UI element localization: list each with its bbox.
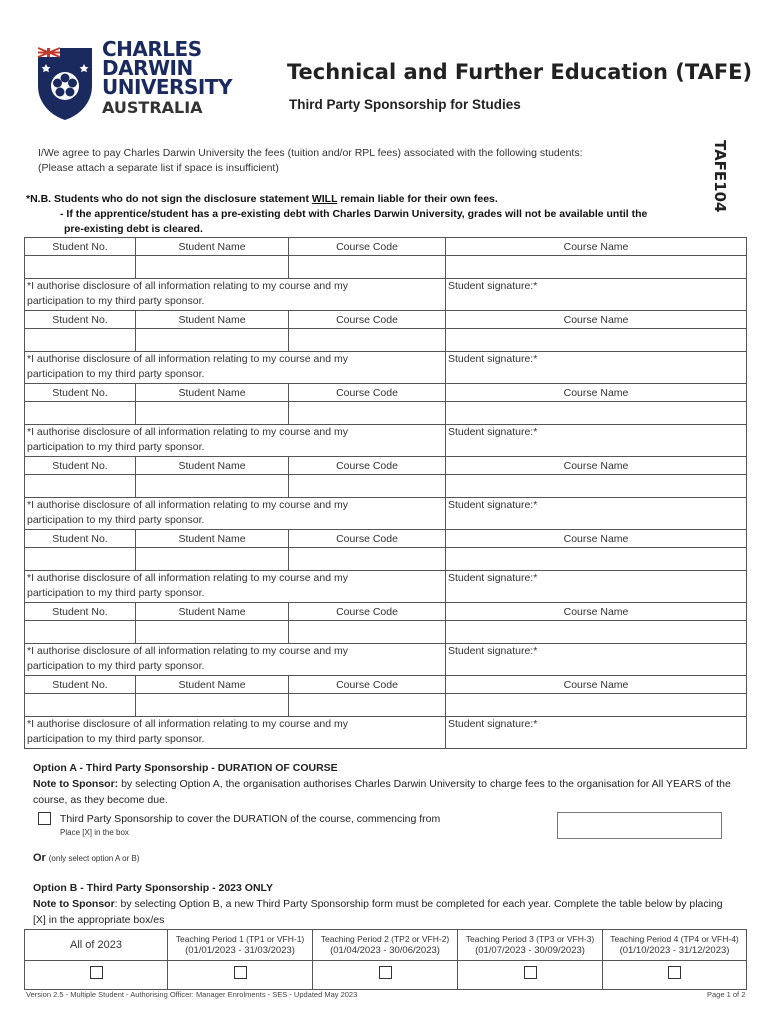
course-name-field[interactable] — [446, 694, 747, 717]
student-entry-row — [25, 256, 747, 279]
disclosure-text: *I authorise disclosure of all information relating to my course and my participation to my third party sponsor. — [27, 353, 348, 380]
footer-page-number: Page 1 of 2 — [707, 990, 746, 999]
teaching-period-4 — [603, 930, 747, 961]
disclosure-row — [25, 498, 747, 530]
teaching-period-table — [24, 929, 747, 990]
column-header: Course Name — [446, 676, 747, 694]
signature-label: Student signature:* — [448, 280, 538, 292]
course-name-field[interactable] — [446, 329, 747, 352]
option-b-note — [33, 897, 733, 928]
column-header: Student No. — [25, 384, 136, 402]
column-header: Student No. — [25, 530, 136, 548]
option-b-heading: Option B - Third Party Sponsorship - 2023 ONLY — [33, 882, 273, 894]
disclosure-statement — [25, 571, 446, 603]
student-name-field[interactable] — [136, 402, 289, 425]
student-entry-row — [25, 621, 747, 644]
column-header: Course Name — [446, 238, 747, 256]
teaching-period-3 — [458, 930, 603, 961]
footer-version: Version 2.5 - Multiple Student - Authorising Officer: Manager Enrolments - SES - Updated May 2023 — [26, 990, 358, 999]
disclosure-row — [25, 425, 747, 457]
student-table — [24, 237, 747, 749]
disclosure-text: *I authorise disclosure of all information relating to my course and my participation to my third party sponsor. — [27, 718, 348, 745]
disclosure-text: *I authorise disclosure of all information relating to my course and my participation to my third party sponsor. — [27, 572, 348, 599]
cdu-logo — [34, 37, 264, 122]
course-name-field[interactable] — [446, 548, 747, 571]
tp4-name: Teaching Period 4 (TP4 or VFH-4) — [610, 934, 739, 944]
student-entry-row — [25, 694, 747, 717]
disclosure-text: *I authorise disclosure of all information relating to my course and my participation to my third party sponsor. — [27, 499, 348, 526]
student-entry-row — [25, 548, 747, 571]
column-header: Student Name — [136, 676, 289, 694]
course-name-field[interactable] — [446, 256, 747, 279]
column-header: Course Name — [446, 457, 747, 475]
column-header: Student No. — [25, 457, 136, 475]
nb-notice — [26, 192, 498, 207]
disclosure-row — [25, 644, 747, 676]
tp2-dates: (01/04/2023 - 30/06/2023) — [330, 945, 440, 956]
student-signature-field[interactable] — [446, 571, 747, 603]
disclosure-statement — [25, 425, 446, 457]
logo-line-australia: AUSTRALIA — [102, 98, 203, 117]
student-header-row — [25, 238, 747, 256]
all-year-cell — [25, 961, 168, 990]
tp1-dates: (01/01/2023 - 31/03/2023) — [185, 945, 295, 956]
tp4-dates: (01/10/2023 - 31/12/2023) — [619, 945, 730, 956]
signature-label: Student signature:* — [448, 645, 538, 657]
nb-emphasis: WILL — [311, 193, 338, 205]
teaching-period-1 — [168, 930, 313, 961]
nb-debt-line-2: pre-existing debt is cleared. — [64, 222, 203, 235]
course-code-field[interactable] — [289, 329, 446, 352]
student-no-field[interactable] — [25, 475, 136, 498]
student-name-field[interactable] — [136, 329, 289, 352]
course-code-field[interactable] — [289, 621, 446, 644]
or-divider — [33, 851, 139, 867]
student-header-row — [25, 457, 747, 475]
column-header: Course Code — [289, 311, 446, 329]
student-entry-row — [25, 329, 747, 352]
student-name-field[interactable] — [136, 475, 289, 498]
column-header: Course Code — [289, 603, 446, 621]
student-name-field[interactable] — [136, 256, 289, 279]
course-code-field[interactable] — [289, 402, 446, 425]
column-header: Student Name — [136, 311, 289, 329]
signature-label: Student signature:* — [448, 499, 538, 511]
column-header: Student Name — [136, 603, 289, 621]
teaching-period-2 — [313, 930, 458, 961]
tp3-name: Teaching Period 3 (TP3 or VFH-3) — [465, 934, 595, 944]
disclosure-row — [25, 279, 747, 311]
option-a-checkbox-label: Third Party Sponsorship to cover the DURATION of the course, commencing from — [59, 813, 441, 825]
tp4-cell — [603, 961, 747, 990]
nb-debt-notice — [60, 207, 710, 236]
intro-line-1: I/We agree to pay Charles Darwin University the fees (tuition and/or RPL fees) associated with the following students: — [38, 147, 583, 159]
student-entry-row — [25, 475, 747, 498]
column-header: Course Code — [289, 238, 446, 256]
course-code-field[interactable] — [289, 475, 446, 498]
disclosure-statement — [25, 279, 446, 311]
column-header: Course Name — [446, 384, 747, 402]
column-header: Student No. — [25, 238, 136, 256]
commencing-date-field[interactable] — [557, 812, 722, 839]
column-header: Student No. — [25, 676, 136, 694]
student-header-row — [25, 384, 747, 402]
column-header: Student Name — [136, 457, 289, 475]
student-signature-field[interactable] — [446, 498, 747, 530]
student-no-field[interactable] — [25, 402, 136, 425]
column-header: Student Name — [136, 238, 289, 256]
signature-label: Student signature:* — [448, 353, 538, 365]
student-header-row — [25, 676, 747, 694]
tp2-name: Teaching Period 2 (TP2 or VFH-2) — [320, 934, 450, 944]
tp2-checkbox[interactable] — [379, 966, 392, 979]
student-signature-field[interactable] — [446, 352, 747, 384]
column-header: Student Name — [136, 384, 289, 402]
all-of-year-label: All of 2023 — [25, 930, 168, 961]
nb-prefix: *N.B. Students who do not sign the disclosure statement — [26, 193, 312, 205]
student-no-field[interactable] — [25, 256, 136, 279]
student-entry-row — [25, 402, 747, 425]
page-subtitle: Third Party Sponsorship for Studies — [289, 97, 521, 112]
column-header: Course Name — [446, 311, 747, 329]
option-a-hint: Place [X] in the box — [60, 828, 129, 837]
student-no-field[interactable] — [25, 621, 136, 644]
option-a-heading: Option A - Third Party Sponsorship - DURATION OF COURSE — [33, 762, 338, 774]
column-header: Student No. — [25, 311, 136, 329]
student-header-row — [25, 311, 747, 329]
column-header: Course Code — [289, 457, 446, 475]
column-header: Course Code — [289, 530, 446, 548]
student-no-field[interactable] — [25, 548, 136, 571]
student-name-field[interactable] — [136, 548, 289, 571]
disclosure-statement — [25, 352, 446, 384]
intro-line-2: (Please attach a separate list if space is insufficient) — [38, 162, 279, 174]
disclosure-statement — [25, 498, 446, 530]
column-header: Course Name — [446, 603, 747, 621]
nb-debt-line: - If the apprentice/student has a pre-existing debt with Charles Darwin University, grades will not be available until the — [60, 208, 648, 220]
page-title: Technical and Further Education (TAFE) — [287, 60, 753, 84]
logo-line-charles: CHARLES — [102, 37, 202, 61]
intro-text — [38, 146, 583, 176]
option-a-note — [33, 777, 743, 808]
signature-label: Student signature:* — [448, 572, 538, 584]
student-no-field[interactable] — [25, 694, 136, 717]
disclosure-row — [25, 717, 747, 749]
logo-line-university: UNIVERSITY — [102, 75, 232, 99]
option-a-note-label: Note to Sponsor: — [33, 778, 119, 790]
signature-label: Student signature:* — [448, 426, 538, 438]
student-no-field[interactable] — [25, 329, 136, 352]
tp3-cell — [458, 961, 603, 990]
disclosure-text: *I authorise disclosure of all information relating to my course and my participation to my third party sponsor. — [27, 645, 348, 672]
option-b-note-label: Note to Sponsor — [33, 898, 115, 910]
student-signature-field[interactable] — [446, 717, 747, 749]
course-code-field[interactable] — [289, 256, 446, 279]
tp4-checkbox[interactable] — [668, 966, 681, 979]
column-header: Course Name — [446, 530, 747, 548]
disclosure-row — [25, 571, 747, 603]
tp1-checkbox[interactable] — [234, 966, 247, 979]
course-name-field[interactable] — [446, 621, 747, 644]
option-a-checkbox[interactable] — [38, 812, 51, 825]
student-header-row — [25, 530, 747, 548]
column-header: Student Name — [136, 530, 289, 548]
tp2-cell — [313, 961, 458, 990]
course-name-field[interactable] — [446, 475, 747, 498]
option-b-note-text: : by selecting Option B, a new Third Party Sponsorship form must be completed for each year. Complete the table below by placing [X] in the appropriate box/es — [33, 898, 723, 926]
tp3-checkbox[interactable] — [524, 966, 537, 979]
tp1-name: Teaching Period 1 (TP1 or VFH-1) — [175, 934, 305, 944]
disclosure-text: *I authorise disclosure of all information relating to my course and my participation to my third party sponsor. — [27, 280, 348, 307]
course-code-field[interactable] — [289, 694, 446, 717]
student-header-row — [25, 603, 747, 621]
tp3-dates: (01/07/2023 - 30/09/2023) — [475, 945, 585, 956]
course-name-field[interactable] — [446, 402, 747, 425]
or-hint: (only select option A or B) — [48, 854, 140, 863]
disclosure-statement — [25, 717, 446, 749]
cdu-shield-icon — [34, 42, 96, 122]
student-signature-field[interactable] — [446, 425, 747, 457]
student-signature-field[interactable] — [446, 644, 747, 676]
signature-label: Student signature:* — [448, 718, 538, 730]
column-header: Course Code — [289, 384, 446, 402]
disclosure-row — [25, 352, 747, 384]
or-label: Or — [33, 852, 46, 864]
option-a-note-text: by selecting Option A, the organisation authorises Charles Darwin University to charge fees to the organisation for All YEARS of the course, as they become due. — [33, 778, 731, 806]
student-name-field[interactable] — [136, 694, 289, 717]
disclosure-text: *I authorise disclosure of all information relating to my course and my participation to my third party sponsor. — [27, 426, 348, 453]
student-signature-field[interactable] — [446, 279, 747, 311]
column-header: Course Code — [289, 676, 446, 694]
disclosure-statement — [25, 644, 446, 676]
all-year-checkbox[interactable] — [90, 966, 103, 979]
nb-suffix: remain liable for their own fees. — [337, 193, 498, 205]
student-name-field[interactable] — [136, 621, 289, 644]
column-header: Student No. — [25, 603, 136, 621]
form-code: TAFE104 — [711, 140, 729, 213]
course-code-field[interactable] — [289, 548, 446, 571]
tp1-cell — [168, 961, 313, 990]
logo-line-darwin: DARWIN — [102, 56, 193, 80]
